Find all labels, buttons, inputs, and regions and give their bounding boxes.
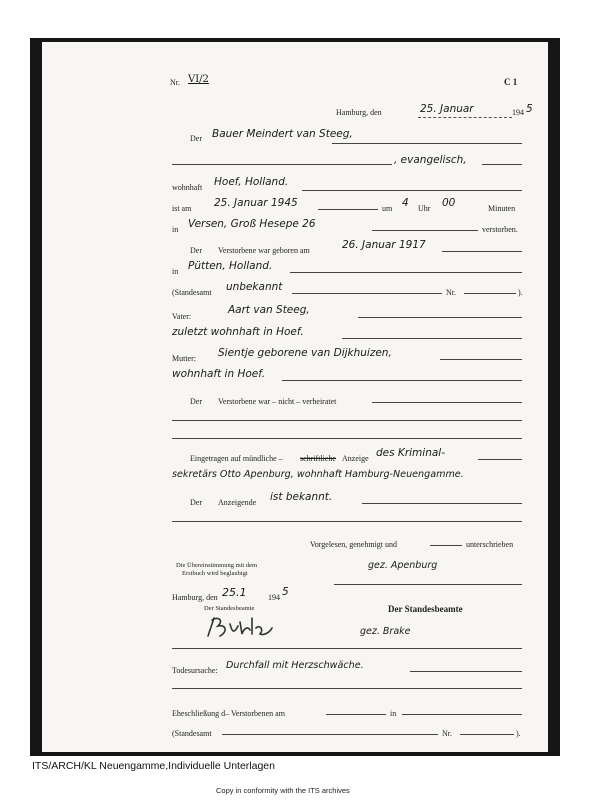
unterschrieben-label: unterschrieben — [466, 540, 514, 549]
gez-brake: gez. Brake — [360, 626, 411, 637]
register-number: VI/2 — [188, 74, 209, 85]
standesbeamte-label: Der Standesbeamte — [388, 604, 463, 614]
mother: Sientje geborene van Dijkhuizen, — [218, 347, 392, 359]
anzeigende-value: ist bekannt. — [270, 491, 333, 503]
close-paren-2: ). — [516, 729, 521, 738]
anzeigende-label: Anzeigende — [218, 498, 257, 507]
in-label-2: in — [172, 267, 179, 276]
death-hour: 4 — [402, 197, 409, 209]
cert-year-prefix: 194 — [268, 593, 280, 602]
copy-note: Copy in conformity with the ITS archives — [216, 786, 350, 795]
nr-label: Nr. — [170, 78, 180, 87]
informant-line-1: des Kriminal- — [376, 447, 445, 459]
uebereinstimmung-line-2: Erstbuch wird beglaubigt — [182, 570, 248, 577]
in-label-3: in — [390, 709, 397, 718]
nr-label-3: Nr. — [442, 729, 452, 738]
deceased-name: Bauer Meindert van Steeg, — [212, 128, 353, 140]
cert-year-digit: 5 — [282, 586, 289, 598]
um-label: um — [382, 204, 393, 213]
certification-date: 25.1 — [222, 586, 247, 599]
standesamt-label: (Standesamt — [172, 288, 212, 297]
verheiratet-label: Verstorbene war – nicht – verheiratet — [218, 397, 337, 406]
der-prefix-3: Der — [190, 397, 202, 406]
certificate-page — [42, 42, 548, 752]
father-residence: zuletzt wohnhaft in Hoef. — [172, 326, 304, 338]
death-place: Versen, Groß Hesepe 26 — [188, 218, 316, 230]
cause-of-death: Durchfall mit Herzschwäche. — [226, 660, 364, 671]
archive-caption: ITS/ARCH/KL Neuengamme,Individuelle Unterlagen — [32, 760, 275, 772]
residence: Hoef, Holland. — [214, 176, 289, 188]
form-code: C 1 — [504, 77, 518, 87]
birth-place: Pütten, Holland. — [188, 260, 273, 272]
religion: , evangelisch, — [394, 154, 467, 166]
mutter-label: Mutter: — [172, 354, 196, 363]
der-prefix-2: Der — [190, 246, 202, 255]
death-date: 25. Januar 1945 — [214, 197, 298, 209]
nr-label-2: Nr. — [446, 288, 456, 297]
mother-residence: wohnhaft in Hoef. — [172, 368, 266, 380]
uebereinstimmung-line-1: Die Übereinstimmung mit dem — [176, 562, 258, 569]
minuten-label: Minuten — [488, 204, 516, 213]
informant-line-2: sekretärs Otto Apenburg, wohnhaft Hamburg-Neuengamme. — [172, 469, 464, 480]
standesamt-label-2: (Standesamt — [172, 729, 212, 738]
father: Aart van Steeg, — [228, 304, 310, 316]
official-signature — [202, 614, 282, 640]
hamburg-den-label: Hamburg, den — [172, 593, 218, 602]
eheschliessung-label: Eheschließung d– Verstorbenen am — [172, 709, 285, 718]
in-label: in — [172, 225, 179, 234]
schriftliche-label: schriftliche — [300, 454, 336, 463]
death-minute: 00 — [442, 197, 456, 209]
verstorben-label: verstorben. — [482, 225, 518, 234]
der-prefix-1: Der — [190, 134, 202, 143]
uhr-label: Uhr — [418, 204, 431, 213]
wohnhaft-label: wohnhaft — [172, 183, 203, 192]
birth-date: 26. Januar 1917 — [342, 239, 426, 251]
close-paren: ). — [518, 288, 523, 297]
standesbeamte-small-label: Der Standesbeamte — [204, 605, 255, 612]
geboren-label: Verstorbene war geboren am — [218, 246, 310, 255]
der-prefix-4: Der — [190, 498, 202, 507]
anzeige-label: Anzeige — [342, 454, 369, 463]
todesursache-label: Todesursache: — [172, 666, 218, 675]
place-date-prefix: Hamburg, den — [336, 108, 382, 117]
gez-apenburg: gez. Apenburg — [368, 560, 438, 571]
date-handwritten: 25. Januar — [420, 103, 474, 115]
ist-am-label: ist am — [172, 204, 192, 213]
vorgelesen-label: Vorgelesen, genehmigt und — [310, 540, 398, 549]
vater-label: Vater: — [172, 312, 192, 321]
eingetragen-label: Eingetragen auf mündliche – — [190, 454, 283, 463]
standesamt-value: unbekannt — [226, 281, 283, 293]
year-digit: 5 — [526, 103, 533, 115]
year-prefix: 194 — [512, 108, 524, 117]
